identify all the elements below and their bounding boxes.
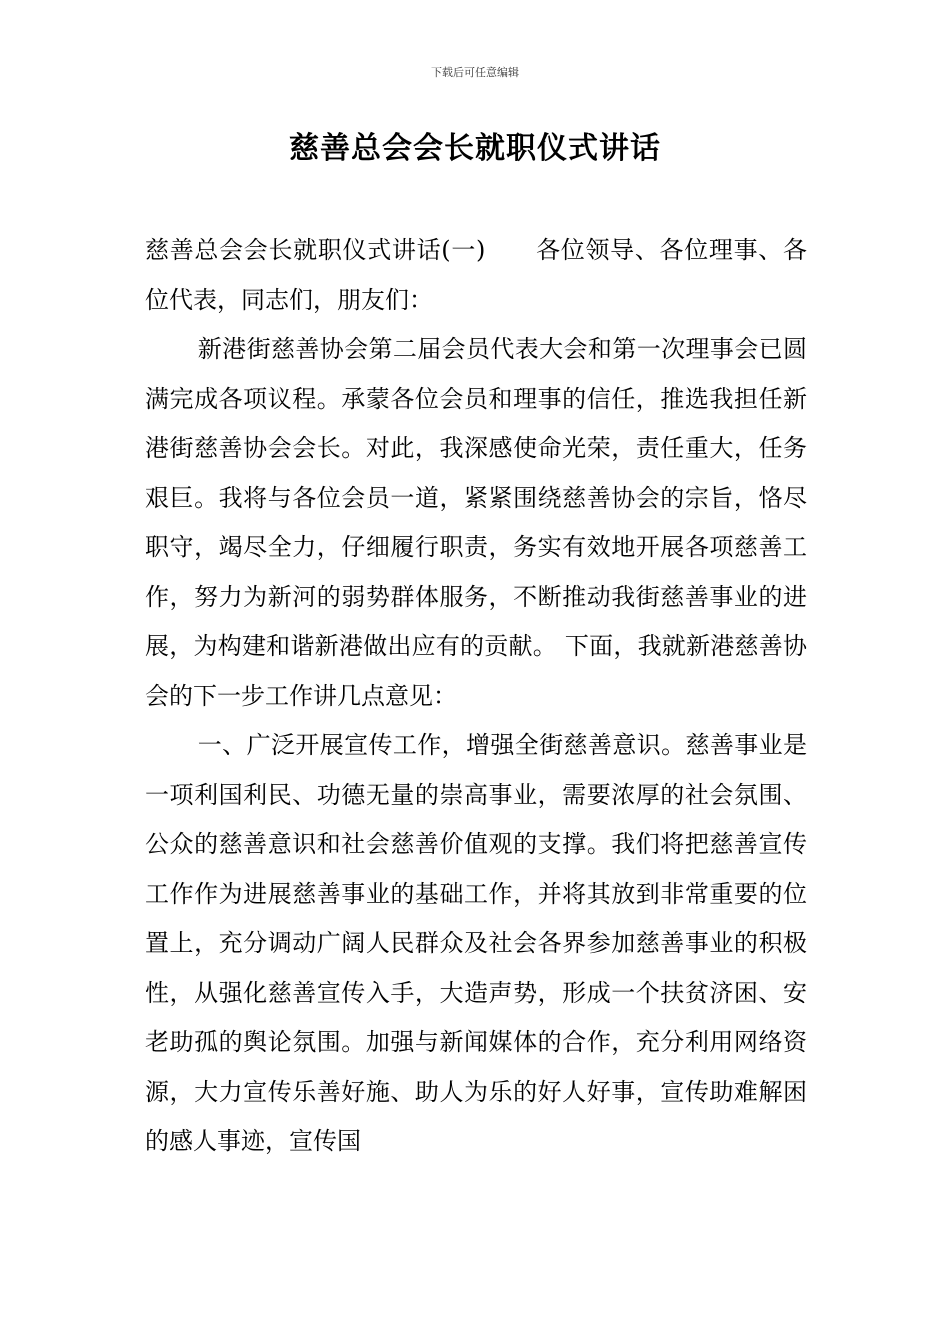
- salutation-part1: 各位领导、各位理事、: [535, 236, 784, 264]
- opening-subtitle: 慈善总会会长就职仪式讲话(一): [145, 236, 486, 264]
- page-header-note: 下载后可任意编辑: [431, 66, 519, 79]
- document-title: 慈善总会会长就职仪式讲话: [289, 131, 661, 166]
- opening-line: [145, 226, 807, 325]
- salutation-part2: 各位代表，同志们，朋友们：: [145, 236, 808, 314]
- paragraph-1: 新港街慈善协会第二届会员代表大会和第一次理事会已圆满完成各项议程。承蒙各位会员和理事的信任，推选我担任新港街慈善协会会长。对此，我深感使命光荣，责任重大，任务艰巨。我将与各位会员一道，紧紧围绕慈善协会的宗旨，恪尽职守，竭尽全力，仔细履行职责，务实有效地开展各项慈善工作，努力为新河的弱势群体服务，不断推动我街慈善事业的进展，为构建和谐新港做出应有的贡献。 下面，我就新港慈善协会的下一步工作讲几点意见：: [145, 335, 807, 710]
- paragraph-2: 一、广泛开展宣传工作，增强全街慈善意识。慈善事业是一项利国利民、功德无量的崇高事业，需要浓厚的社会氛围、公众的慈善意识和社会慈善价值观的支撑。我们将把慈善宣传工作作为进展慈善事业的基础工作，并将其放到非常重要的位置上，充分调动广阔人民群众及社会各界参加慈善事业的积极性，从强化慈善宣传入手，大造声势，形成一个扶贫济困、安老助孤的舆论氛围。加强与新闻媒体的合作，充分利用网络资源，大力宣传乐善好施、助人为乐的好人好事，宣传助难解困的感人事迹，宣传国: [145, 731, 807, 1155]
- document-body: [145, 226, 807, 1167]
